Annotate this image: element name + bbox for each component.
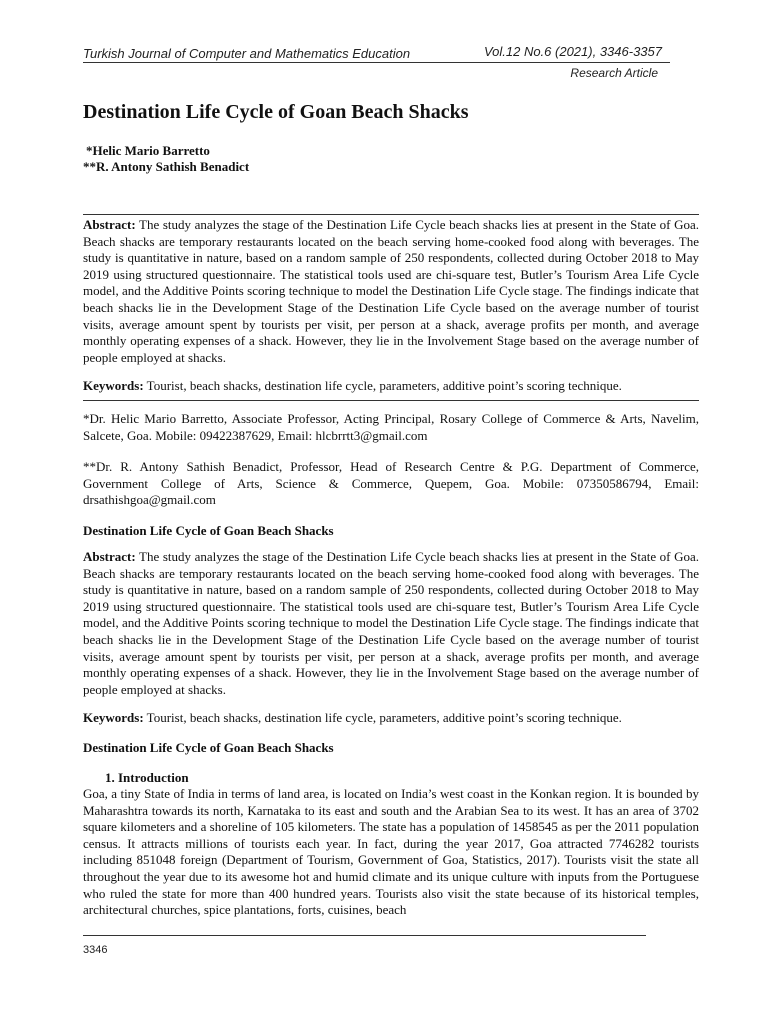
abstract-bottom-rule [83, 400, 699, 401]
introduction-heading: 1. Introduction [105, 770, 189, 785]
section-heading: Destination Life Cycle of Goan Beach Shacks [83, 523, 334, 538]
article-type: Research Article [570, 66, 658, 80]
page-number: 3346 [83, 944, 108, 956]
introduction-text: Goa, a tiny State of India in terms of land area, is located on India’s west coast in the Konkan region. It is bounded by Maharashtra towards its north, Karnataka to its east and south and the Arabian Sea to its west. It has an area of 3702 square kilometers and a shoreline of 105 kilometers. The state has a population of 1458545 as per the 2011 population census. It attracts millions of tourists each year. In fact, during the year 2017, Goa attracted 7746282 tourists including 851048 foreign (Department of Tourism, Government of Goa, Statistics, 2017). Tourists visit the state all throughout the year due to its awesome hot and humid climate and its unique culture with inputs from the Portuguese who ruled the state for more than 400 hundred years. Tourists also visit the state because of its historical temples, architectural churches, spice plantations, forts, cuisines, beach [83, 786, 699, 918]
keywords-label: Keywords: [83, 378, 144, 393]
header-rule [83, 62, 670, 63]
keywords-paragraph [83, 378, 699, 395]
keywords-paragraph-repeat [83, 710, 699, 727]
abstract-label: Abstract: [83, 217, 136, 232]
paper-title: Destination Life Cycle of Goan Beach Shacks [83, 101, 469, 123]
abstract-label: Abstract: [83, 549, 136, 564]
footer-rule [83, 935, 646, 936]
keywords-text: Tourist, beach shacks, destination life cycle, parameters, additive point’s scoring technique. [143, 378, 622, 393]
volume-info: Vol.12 No.6 (2021), 3346-3357 [483, 44, 662, 59]
journal-name: Turkish Journal of Computer and Mathematics Education [83, 46, 411, 61]
abstract-text: The study analyzes the stage of the Destination Life Cycle beach shacks lies at present in the State of Goa. Beach shacks are temporary restaurants located on the beach serving home-cooked food along with beverages. The study is quantitative in nature, based on a random sample of 250 respondents, collected during October 2018 to May 2019 using structured questionnaire. The statistical tools used are chi-square test, Butler’s Tourism Area Life Cycle model, and the Additive Points scoring technique to model the Destination Life Cycle stage. The findings indicate that beach shacks lie in the Development Stage of the Destination Life Cycle based on the average number of tourist visits, average amount spent by tourists per visit, per person at a shack, average profits per month, and average monthly operating expenses of a shack. However, they lie in the Involvement Stage based on the average number of people employed at shacks. [83, 549, 699, 697]
keywords-text: Tourist, beach shacks, destination life cycle, parameters, additive point’s scoring technique. [143, 710, 622, 725]
keywords-label: Keywords: [83, 710, 144, 725]
author-note-1: *Dr. Helic Mario Barretto, Associate Professor, Acting Principal, Rosary College of Commerce & Arts, Navelim, Salcete, Goa. Mobile: 09422387629, Email: hlcbrrtt3@gmail.com [83, 411, 699, 443]
abstract-paragraph [83, 217, 699, 366]
abstract-paragraph-repeat [83, 549, 699, 698]
author-2: **R. Antony Sathish Benadict [83, 159, 250, 174]
abstract-text: The study analyzes the stage of the Destination Life Cycle beach shacks lies at present in the State of Goa. Beach shacks are temporary restaurants located on the beach serving home-cooked food along with beverages. The study is quantitative in nature, based on a random sample of 250 respondents, collected during October 2018 to May 2019 using structured questionnaire. The statistical tools used are chi-square test, Butler’s Tourism Area Life Cycle model, and the Additive Points scoring technique to model the Destination Life Cycle stage. The findings indicate that beach shacks lie in the Development Stage of the Destination Life Cycle based on the average number of tourist visits, average amount spent by tourists per visit, per person at a shack, average profits per month, and average monthly operating expenses of a shack. However, they lie in the Involvement Stage based on the average number of people employed at shacks. [83, 217, 699, 365]
author-1: *Helic Mario Barretto [86, 143, 210, 158]
section-heading-repeat: Destination Life Cycle of Goan Beach Shacks [83, 740, 334, 755]
author-note-2: **Dr. R. Antony Sathish Benadict, Professor, Head of Research Centre & P.G. Department of Commerce, Government College of Arts, Science & Commerce, Quepem, Goa. Mobile: 07350586794, Email: drsathishgoa@gmail.com [83, 459, 699, 508]
abstract-top-rule [83, 214, 699, 215]
